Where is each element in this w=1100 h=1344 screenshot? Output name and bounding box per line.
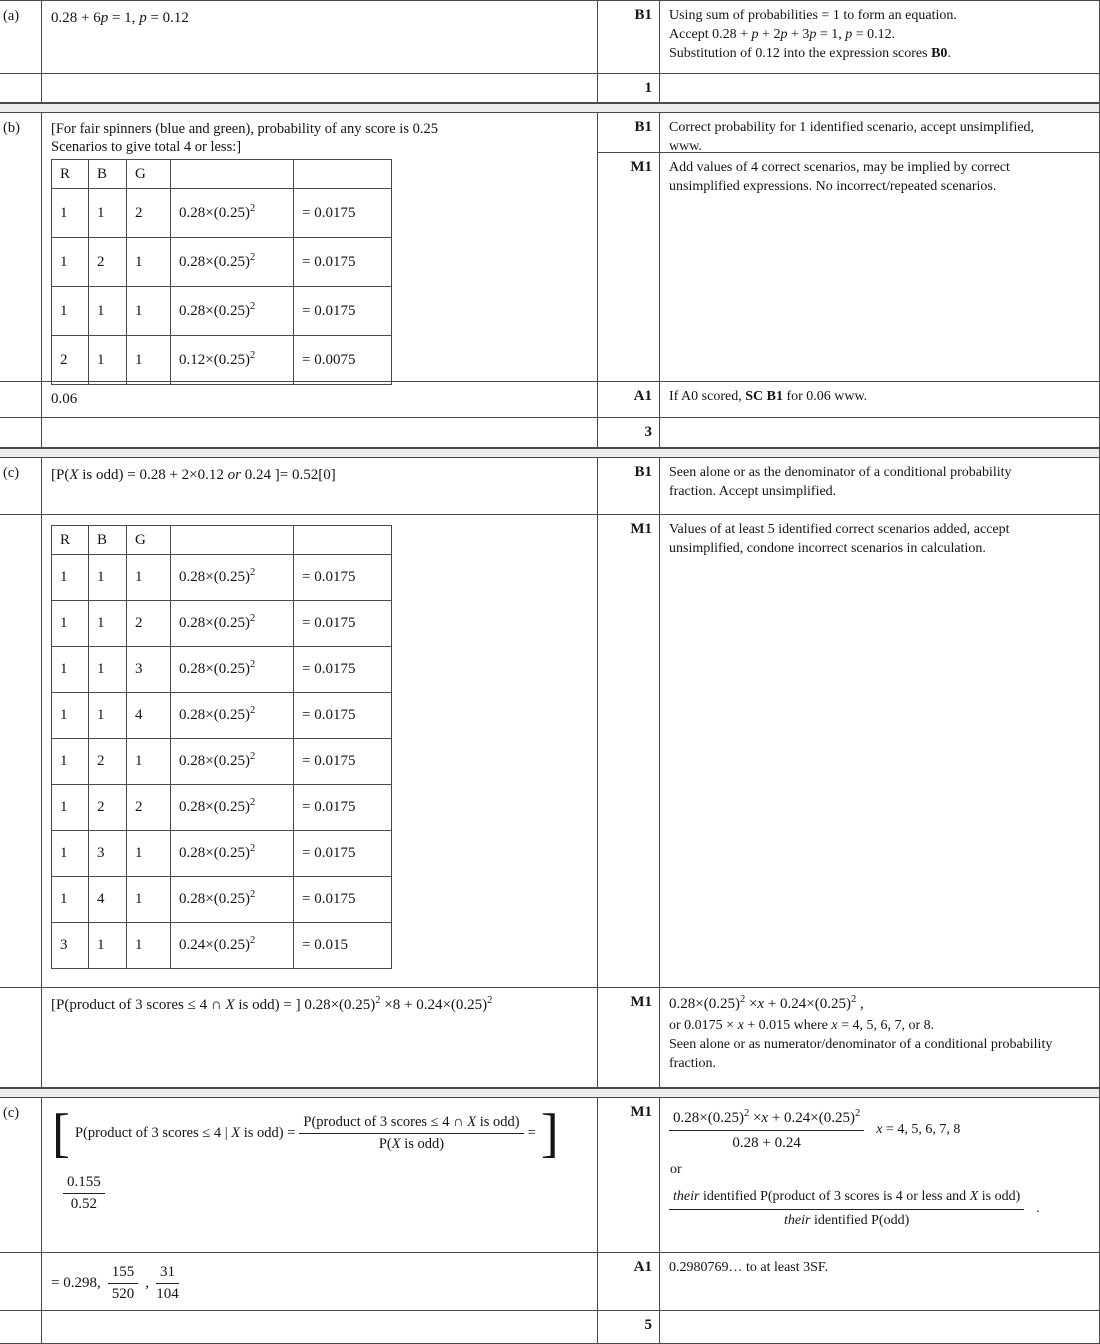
scenario-cell: 1 [52, 785, 89, 831]
result-fraction [63, 1174, 105, 1213]
part-c-label: (c) [0, 458, 42, 514]
section-divider [0, 1088, 1099, 1098]
empty-cell [0, 74, 42, 102]
scenario-cell: 2 [89, 785, 127, 831]
conditional-probability-formula [51, 1103, 589, 1163]
scenario-cell: 1 [52, 831, 89, 877]
empty-cell [0, 988, 42, 1087]
part-a-mark-comment: Using sum of probabilities = 1 to form an equation. Accept 0.28 + p + 2p + 3p = 1, p = 0.12. Substitution of 0.12 into the expression scores B0. [669, 8, 957, 61]
scenario-col-header [171, 526, 294, 555]
scenario-header-row [52, 526, 392, 555]
part-b-intro-text: [For fair spinners (blue and green), probability of any score is 0.25 Scenarios to give total 4 or less:] [51, 121, 438, 156]
scenario-cell: $0.28\times(0.25)^2$ [171, 693, 294, 739]
scenario-cell: 1 [52, 189, 89, 238]
fraction-numerator: 0.155 [63, 1174, 105, 1194]
part-b-total-row [0, 418, 1099, 448]
part-c-scenario-table [51, 525, 392, 969]
part-c-line1-row [0, 458, 1099, 515]
part-c2-total-row [0, 1311, 1099, 1344]
fraction-denominator: 520 [111, 1286, 135, 1302]
part-c-line2-text: [P(product of 3 scores ≤ 4 ∩ X is odd) = ] $0.28\times(0.25)^2 \times 8 + 0.24\times(0.25)^2$ [51, 995, 493, 1013]
scenario-cell: 1 [127, 287, 171, 336]
comma: , [145, 1275, 149, 1291]
period: . [1036, 1200, 1040, 1216]
scenario-cell: 1 [127, 877, 171, 923]
scenario-cell: = 0.0175 [294, 647, 392, 693]
scenario-col-header [294, 160, 392, 189]
part-b-a1-code: A1 [598, 382, 660, 417]
scenario-cell: 1 [89, 555, 127, 601]
scenario-cell: $0.28\times(0.25)^2$ [171, 647, 294, 693]
part-c2-answer-cell [42, 1098, 598, 1252]
scenario-cell: 2 [127, 601, 171, 647]
part-c-line1-cell [42, 458, 598, 514]
scenario-cell: = 0.0175 [294, 287, 392, 336]
scenario-col-header: R [52, 526, 89, 555]
fraction-numerator: 155 [108, 1264, 139, 1284]
part-a-total-row [0, 74, 1099, 103]
scenario-cell: $0.28\times(0.25)^2$ [171, 238, 294, 287]
part-b-label: (b) [0, 113, 42, 381]
scenario-cell: 1 [52, 647, 89, 693]
part-b-b1-row [598, 113, 1099, 153]
empty-cell [0, 1311, 42, 1343]
empty-cell [0, 418, 42, 447]
scenario-row [52, 647, 392, 693]
fraction-denominator: 0.52 [70, 1195, 97, 1212]
part-b-marks-column [598, 113, 1099, 381]
scenario-col-header: R [52, 160, 89, 189]
scenario-cell: 3 [127, 647, 171, 693]
scenario-row [52, 601, 392, 647]
part-c2-a1-code: A1 [598, 1253, 660, 1310]
answer-lead: = 0.298, [51, 1275, 101, 1291]
part-b-m1-row [598, 153, 1099, 381]
empty-cell [42, 74, 598, 102]
part-c-m1b-comment [660, 988, 1099, 1087]
scenario-cell: 1 [89, 189, 127, 238]
scenario-cell: = 0.0175 [294, 555, 392, 601]
part-c-table-cell [42, 515, 598, 987]
scenario-cell: 3 [89, 831, 127, 877]
empty-cell [0, 515, 42, 987]
scenario-cell: = 0.0175 [294, 877, 392, 923]
m1b-comment-rest: or 0.0175 × x + 0.015 where x = 4, 5, 6, 7, or 8. Seen alone or as numerator/denominator of a conditional probability fraction. [669, 1018, 1053, 1071]
scenario-cell: $0.28\times(0.25)^2$ [171, 877, 294, 923]
scenario-cell: 1 [52, 238, 89, 287]
part-b-result-row [0, 382, 1099, 418]
part-c-line2-cell [42, 988, 598, 1087]
scenario-cell: 1 [52, 739, 89, 785]
part-c-b1-code: B1 [598, 458, 660, 514]
scenario-cell: 4 [127, 693, 171, 739]
m1-fraction [669, 1108, 864, 1153]
scenario-cell: = 0.0175 [294, 831, 392, 877]
scenario-col-header: B [89, 526, 127, 555]
formula-fraction [299, 1114, 523, 1153]
scenario-cell: 1 [52, 601, 89, 647]
fraction-numerator: P(product of 3 scores ≤ 4 ∩ X is odd) [299, 1114, 523, 1134]
scenario-cell: 2 [127, 189, 171, 238]
part-c-table-row [0, 515, 1099, 988]
fraction-denominator: 0.28 + 0.24 [732, 1135, 801, 1152]
scenario-col-header: G [127, 526, 171, 555]
scenario-cell: $0.28\times(0.25)^2$ [171, 785, 294, 831]
scenario-row [52, 238, 392, 287]
part-b-scenario-table [51, 159, 392, 385]
m1-their-fraction-line [669, 1188, 1095, 1231]
part-c-m1-code: M1 [598, 515, 660, 987]
scenario-cell: 1 [89, 647, 127, 693]
scenario-cell: 1 [127, 831, 171, 877]
scenario-cell: 1 [52, 693, 89, 739]
part-c-line1-text: [P(X is odd) = 0.28 + 2×0.12 or 0.24 ]= 0.52[0] [51, 467, 336, 483]
part-a-answer-row [0, 1, 1099, 74]
scenario-row [52, 189, 392, 238]
part-c-m1-comment: Values of at least 5 identified correct scenarios added, accept unsimplified, condone incorrect scenarios in calculation. [669, 522, 1010, 556]
scenario-cell: 4 [89, 877, 127, 923]
part-b-answer-cell [42, 113, 598, 381]
scenario-cell: $0.28\times(0.25)^2$ [171, 601, 294, 647]
scenario-col-header: B [89, 160, 127, 189]
scenario-row [52, 336, 392, 385]
scenario-col-header [294, 526, 392, 555]
scenario-cell: 1 [89, 336, 127, 385]
scenario-cell: 1 [89, 287, 127, 336]
scenario-cell: $0.24\times(0.25)^2$ [171, 923, 294, 969]
scenario-cell: $0.12\times(0.25)^2$ [171, 336, 294, 385]
part-c2-m1-comment [660, 1098, 1099, 1252]
part-c2-a1-comment: 0.2980769… to at least 3SF. [669, 1260, 829, 1275]
scenario-cell: 1 [127, 923, 171, 969]
part-c2-m1-code: M1 [598, 1098, 660, 1252]
scenario-cell: 1 [127, 739, 171, 785]
scenario-cell: 1 [89, 601, 127, 647]
part-b-m1-comment: Add values of 4 correct scenarios, may be implied by correct unsimplified expressions. No incorrect/repeated scenarios. [669, 160, 1010, 194]
scenario-cell: 3 [52, 923, 89, 969]
empty-cell [0, 1253, 42, 1310]
open-bracket: [ [52, 1103, 70, 1163]
scenario-row [52, 831, 392, 877]
empty-cell [660, 1311, 1099, 1343]
m1-x-values: x = 4, 5, 6, 7, 8 [876, 1122, 961, 1138]
scenario-cell: $0.28\times(0.25)^2$ [171, 287, 294, 336]
scenario-row [52, 287, 392, 336]
part-b-b1-comment: Correct probability for 1 identified scenario, accept unsimplified, www. [669, 120, 1035, 154]
scenario-row [52, 693, 392, 739]
part-b-result-value: 0.06 [51, 391, 78, 407]
part-b-m1-code: M1 [598, 153, 660, 381]
scenario-cell: = 0.0175 [294, 189, 392, 238]
scenario-header-row [52, 160, 392, 189]
scenario-row [52, 923, 392, 969]
part-c-line2-row [0, 988, 1099, 1088]
scenario-row [52, 877, 392, 923]
scenario-cell: 1 [127, 336, 171, 385]
scenario-cell: 2 [89, 238, 127, 287]
scenario-cell: = 0.0175 [294, 238, 392, 287]
part-c-b1-comment: Seen alone or as the denominator of a conditional probability fraction. Accept unsimplified. [669, 465, 1012, 499]
scenario-cell: 1 [89, 693, 127, 739]
m1-fraction-line [669, 1108, 1095, 1153]
empty-cell [660, 74, 1099, 102]
answer-fraction-2 [156, 1264, 179, 1303]
part-c-m1b-code: M1 [598, 988, 660, 1087]
scenario-cell: 1 [52, 287, 89, 336]
empty-cell [42, 1311, 598, 1343]
scenario-cell: 2 [52, 336, 89, 385]
scenario-cell: = 0.0175 [294, 693, 392, 739]
or-label: or [670, 1162, 682, 1178]
empty-cell [660, 418, 1099, 447]
scenario-cell: = 0.0075 [294, 336, 392, 385]
part-b-b1-code: B1 [598, 113, 660, 152]
fraction-numerator: 31 [156, 1264, 179, 1284]
fraction-denominator: P(X is odd) [378, 1135, 445, 1152]
scenario-cell: 2 [127, 785, 171, 831]
empty-cell [0, 382, 42, 417]
part-b-a1-comment: If A0 scored, SC B1 for 0.06 www. [669, 389, 868, 404]
scenario-cell: = 0.0175 [294, 739, 392, 785]
part-c2-label: (c) [0, 1098, 42, 1252]
scenario-row [52, 555, 392, 601]
fraction-numerator: $0.28\times(0.25)^2 \times x + 0.24\times(0.25)^2$ [669, 1108, 864, 1131]
scenario-cell: = 0.015 [294, 923, 392, 969]
scenario-cell: 1 [89, 923, 127, 969]
scenario-cell: $0.28\times(0.25)^2$ [171, 189, 294, 238]
part-a-answer-cell [42, 1, 598, 73]
m1b-formula-line: $0.28\times(0.25)^2 \times x + 0.24\times(0.25)^2$ , [669, 994, 864, 1012]
formula-lead: P(product of 3 scores ≤ 4 | X is odd) = [74, 1124, 296, 1141]
fraction-denominator: 104 [156, 1286, 179, 1302]
fraction-numerator: their identified P(product of 3 scores is 4 or less and X is odd) [669, 1188, 1024, 1210]
final-answer-line [51, 1264, 589, 1303]
scenario-cell: 1 [127, 238, 171, 287]
part-a-label: (a) [0, 1, 42, 73]
close-bracket: ] [540, 1103, 559, 1163]
answer-fraction-1 [108, 1264, 139, 1303]
section-divider [0, 448, 1099, 458]
scenario-row [52, 785, 392, 831]
part-b-result-cell [42, 382, 598, 417]
scenario-col-header: G [127, 160, 171, 189]
scenario-cell: 2 [89, 739, 127, 785]
empty-cell [42, 418, 598, 447]
scenario-cell: = 0.0175 [294, 785, 392, 831]
formula-trail: = [527, 1124, 536, 1141]
scenario-cell: 1 [52, 877, 89, 923]
part-c2-main-row [0, 1098, 1099, 1253]
part-b-main-row [0, 113, 1099, 382]
scenario-cell: $0.28\times(0.25)^2$ [171, 555, 294, 601]
fraction-denominator: their identified P(odd) [784, 1212, 910, 1228]
part-a-total: 1 [598, 74, 660, 102]
scenario-cell: = 0.0175 [294, 601, 392, 647]
scenario-cell: 1 [52, 555, 89, 601]
part-c2-answer-row [0, 1253, 1099, 1311]
part-b-total: 3 [598, 418, 660, 447]
their-fraction [669, 1188, 1024, 1231]
part-a-mark-code: B1 [598, 1, 660, 73]
scenario-col-header [171, 160, 294, 189]
part-c2-final-answer-cell [42, 1253, 598, 1310]
section-divider [0, 103, 1099, 113]
scenario-row [52, 739, 392, 785]
scenario-cell: 1 [127, 555, 171, 601]
scenario-cell: $0.28\times(0.25)^2$ [171, 739, 294, 785]
scenario-cell: $0.28\times(0.25)^2$ [171, 831, 294, 877]
part-c2-total: 5 [598, 1311, 660, 1343]
part-a-answer-text: 0.28 + 6p = 1, p = 0.12 [51, 10, 189, 26]
